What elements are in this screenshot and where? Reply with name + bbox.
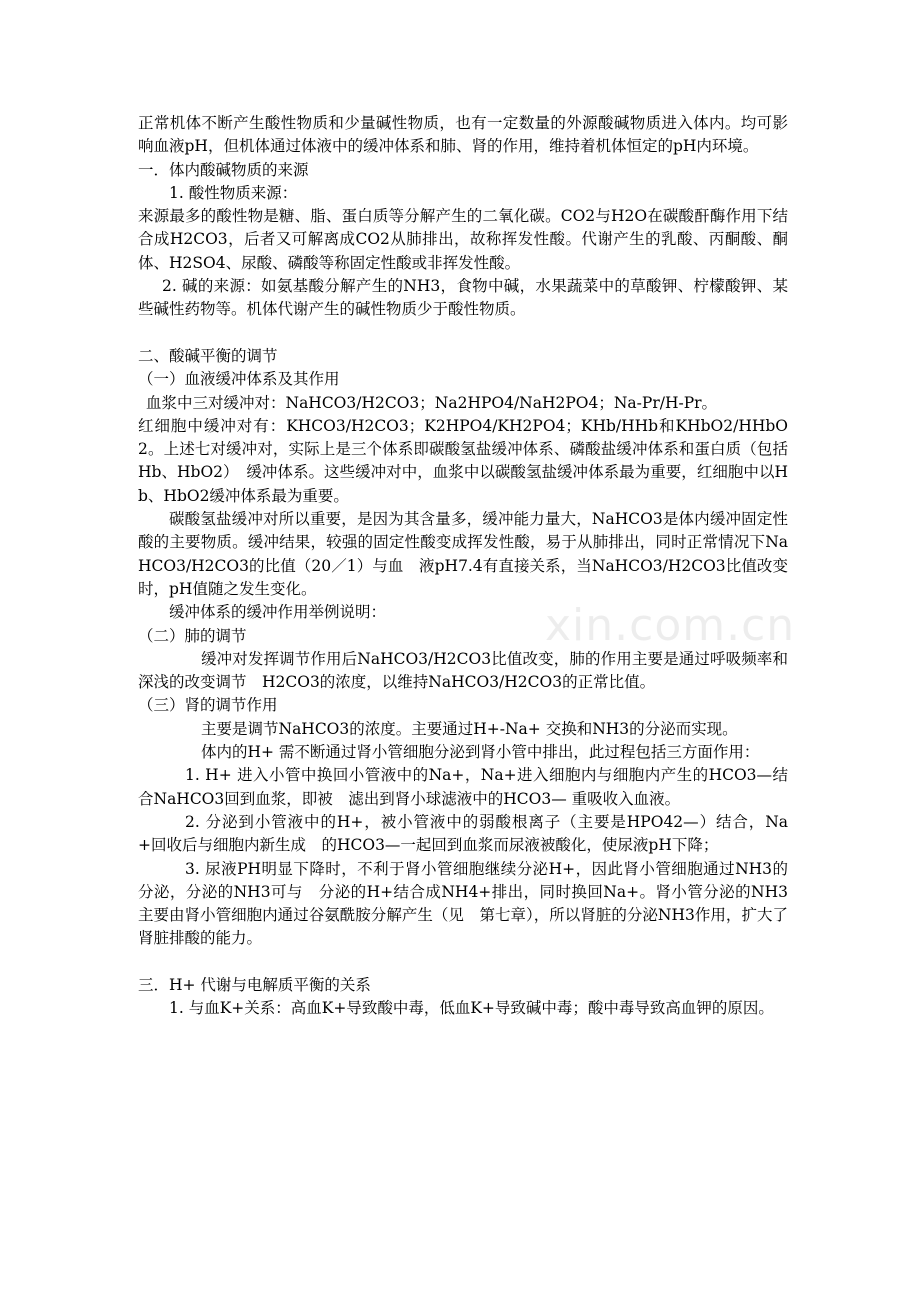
section-2-sub-1-heading: （一）血液缓冲体系及其作用 (138, 370, 340, 389)
section-1-item-1-body: 来源最多的酸性物是糖、脂、蛋白质等分解产生的二氧化碳。CO2与H2O在碳酸酐酶作用下结合成H2CO3，后者又可解离成CO2从肺排出，故称挥发性酸。代谢产生的乳酸、丙酮酸、酮体、H2SO4、尿酸、磷酸等称固定性酸或非挥发性酸。 (138, 207, 788, 272)
section-3-item-1: 1. 与血K+关系：高血K+导致酸中毒，低血K+导致碱中毒；酸中毒导致高血钾的原因。 (169, 999, 774, 1018)
kidney-item-3: 3. 尿液PH明显下降时，不利于肾小管细胞继续分泌H+，因此肾小管细胞通过NH3的分泌，分泌的NH3可与 分泌的H+结合成NH4+排出，同时换回Na+。肾小管分泌的NH3主要由肾小管细胞内通过谷氨酰胺分解产生（见 第七章），所以肾脏的分泌NH3作用，扩大了肾脏排酸的能力。 (138, 859, 788, 948)
intro-paragraph: 正常机体不断产生酸性物质和少量碱性物质，也有一定数量的外源酸碱物质进入体内。均可影响血液pH，但机体通过体液中的缓冲体系和肺、肾的作用，维持着机体恒定的pH内环境。 (138, 114, 788, 156)
section-1-heading: 一．体内酸碱物质的来源 (138, 160, 309, 179)
section-3-heading: 三．H+ 代谢与电解质平衡的关系 (138, 975, 371, 994)
plasma-buffer-pairs: 血浆中三对缓冲对：NaHCO3/H2CO3；Na2HPO4/NaH2PO4；Na-Pr/H-Pr。 (146, 393, 718, 412)
blank-line (138, 951, 788, 974)
kidney-item-2: 2. 分泌到小管液中的H+，被小管液中的弱酸根离子（主要是HPO42—）结合，Na+回收后与细胞内新生成 的HCO3—一起回到血浆而尿液被酸化，使尿液pH下降； (138, 812, 788, 855)
section-1-item-2: 2. 碱的来源：如氨基酸分解产生的NH3，食物中碱，水果蔬菜中的草酸钾、柠檬酸钾、某些碱性药物等。机体代谢产生的碱性物质少于酸性物质。 (138, 277, 788, 319)
kidney-regulation-intro: 体内的H+ 需不断通过肾小管细胞分泌到肾小管中排出，此过程包括三方面作用： (201, 743, 760, 762)
section-2-sub-3-heading: （三）肾的调节作用 (138, 696, 278, 715)
kidney-regulation-main: 主要是调节NaHCO3的浓度。主要通过H+-Na+ 交换和NH3的分泌而实现。 (201, 719, 738, 738)
buffer-example-line: 缓冲体系的缓冲作用举例说明： (169, 603, 387, 622)
blank-line (138, 322, 788, 345)
section-2-sub-2-heading: （二）肺的调节 (138, 626, 247, 645)
bicarbonate-buffer-paragraph: 碳酸氢盐缓冲对所以重要，是因为其含量多，缓冲能力量大，NaHCO3是体内缓冲固定性酸的主要物质。缓冲结果，较强的固定性酸变成挥发性酸，易于从肺排出，同时正常情况下NaHCO3/H2CO3的比值（20／1）与血 液pH7.4有直接关系，当NaHCO3/H2CO3比值改变时，pH值随之发生变化。 (138, 510, 788, 598)
rbc-buffer-pairs: 红细胞中缓冲对有：KHCO3/H2CO3；K2HPO4/KH2PO4；KHb/HHb和KHbO2/HHbO2。上述七对缓冲对，实际上是三个体系即碳酸氢盐缓冲体系、磷酸盐缓冲体系和蛋白质（包括Hb、HbO2） 缓冲体系。这些缓冲对中，血浆中以碳酸氢盐缓冲体系最为重要，红细胞中以Hb、HbO2缓冲体系最为重要。 (138, 416, 788, 505)
watermark: xin.com.cn (545, 600, 796, 651)
kidney-item-1: 1. H+ 进入小管中换回小管液中的Na+，Na+进入细胞内与细胞内产生的HCO3—结合NaHCO3回到血浆，即被 滤出到肾小球滤液中的HCO3— 重吸收入血液。 (138, 766, 788, 808)
section-1-item-1-heading: 1. 酸性物质来源： (169, 183, 298, 202)
lung-regulation-body: 缓冲对发挥调节作用后NaHCO3/H2CO3比值改变，肺的作用主要是通过呼吸频率和深浅的改变调节 H2CO3的浓度，以维持NaHCO3/H2CO3的正常比值。 (138, 649, 788, 692)
document-body (138, 112, 788, 1021)
section-2-heading: 二、酸碱平衡的调节 (138, 346, 278, 365)
